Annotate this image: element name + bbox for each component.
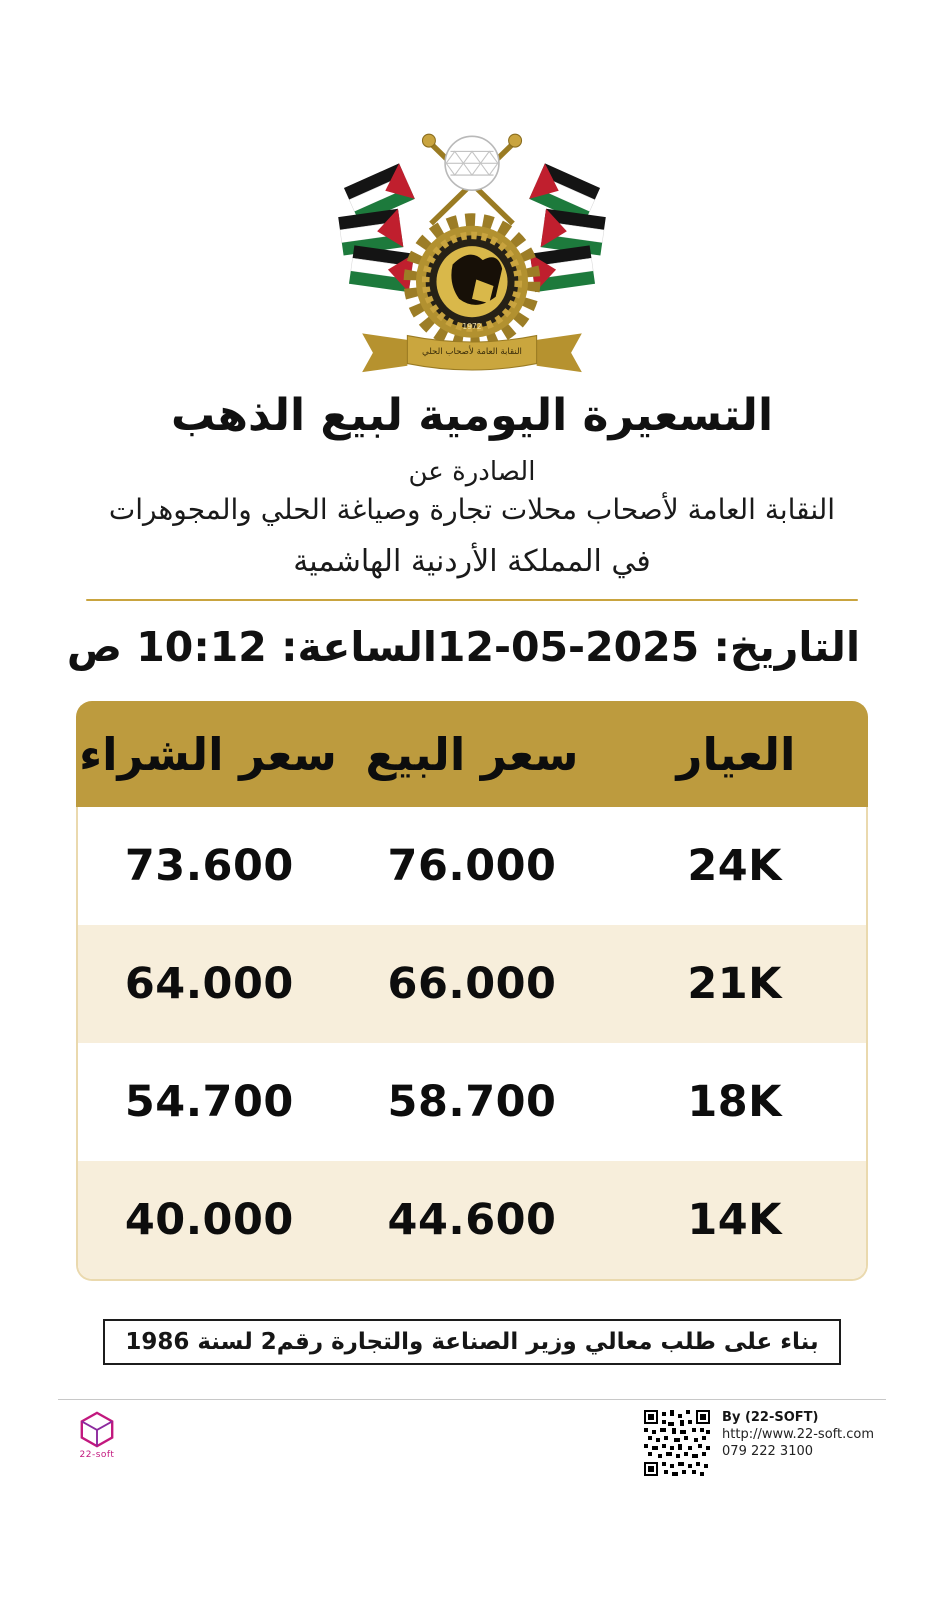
header-buy-price: سعر الشراء xyxy=(79,727,337,781)
vendor-logo-caption: 22-soft xyxy=(79,1450,115,1461)
vendor-website: http://www.22-soft.com xyxy=(722,1427,874,1443)
date-label: التاريخ: xyxy=(713,623,860,672)
time-group xyxy=(67,623,437,671)
emblem-est-year: 1972 xyxy=(462,322,482,332)
table-row xyxy=(78,925,866,1043)
karat-cell: 18K xyxy=(687,1077,782,1128)
emblem-banner-text: النقابة العامة لأصحاب الحلي xyxy=(422,346,522,357)
sell-price-cell: 76.000 xyxy=(387,841,557,892)
karat-cell: 21K xyxy=(687,959,782,1010)
gold-divider xyxy=(86,599,858,601)
issued-by-line: الصادرة عن xyxy=(408,457,536,488)
table-row xyxy=(78,807,866,925)
cube-logo-icon xyxy=(78,1410,116,1448)
buy-price-cell: 64.000 xyxy=(124,959,294,1010)
vendor-phone: 079 222 3100 xyxy=(722,1444,814,1460)
vendor-by-line: By (22-SOFT) xyxy=(722,1410,819,1426)
time-value: 10:12 ص xyxy=(66,623,267,672)
buy-price-cell: 54.700 xyxy=(124,1077,294,1128)
table-row xyxy=(78,1043,866,1161)
jordan-flag-icon xyxy=(529,163,606,292)
page-title: التسعيرة اليومية لبيع الذهب xyxy=(170,389,774,441)
karat-cell: 24K xyxy=(687,841,782,892)
sell-price-cell: 58.700 xyxy=(387,1077,557,1128)
syndicate-emblem xyxy=(332,118,612,381)
contact-text xyxy=(722,1410,874,1459)
buy-price-cell: 40.000 xyxy=(124,1195,294,1246)
table-row xyxy=(78,1161,866,1279)
header-karat: العيار xyxy=(676,727,796,781)
date-group xyxy=(437,623,860,671)
table-header-row xyxy=(76,701,868,807)
sell-price-cell: 44.600 xyxy=(387,1195,557,1246)
ministerial-note: بناء على طلب معالي وزير الصناعة والتجارة رقم2 لسنة 1986 xyxy=(103,1319,840,1365)
time-label: الساعة: xyxy=(281,623,437,672)
diamond-icon xyxy=(445,136,499,190)
footer-contact-block xyxy=(644,1410,874,1476)
buy-price-cell: 73.600 xyxy=(124,841,294,892)
table-body xyxy=(76,807,868,1281)
syndicate-name-line: النقابة العامة لأصحاب محلات تجارة وصياغة الحلي والمجوهرات xyxy=(108,493,836,527)
sell-price-cell: 66.000 xyxy=(387,959,557,1010)
karat-cell: 14K xyxy=(687,1195,782,1246)
vendor-logo xyxy=(78,1410,116,1460)
date-value: 12-05-2025 xyxy=(436,623,700,672)
footer xyxy=(58,1399,886,1476)
qr-code-icon xyxy=(644,1410,710,1476)
date-time-line xyxy=(0,623,944,671)
gear-icon xyxy=(411,220,534,343)
jordan-flag-icon xyxy=(338,163,415,292)
kingdom-line: في المملكة الأردنية الهاشمية xyxy=(293,544,651,580)
header-sell-price: سعر البيع xyxy=(365,727,579,781)
gold-price-table xyxy=(76,701,868,1281)
